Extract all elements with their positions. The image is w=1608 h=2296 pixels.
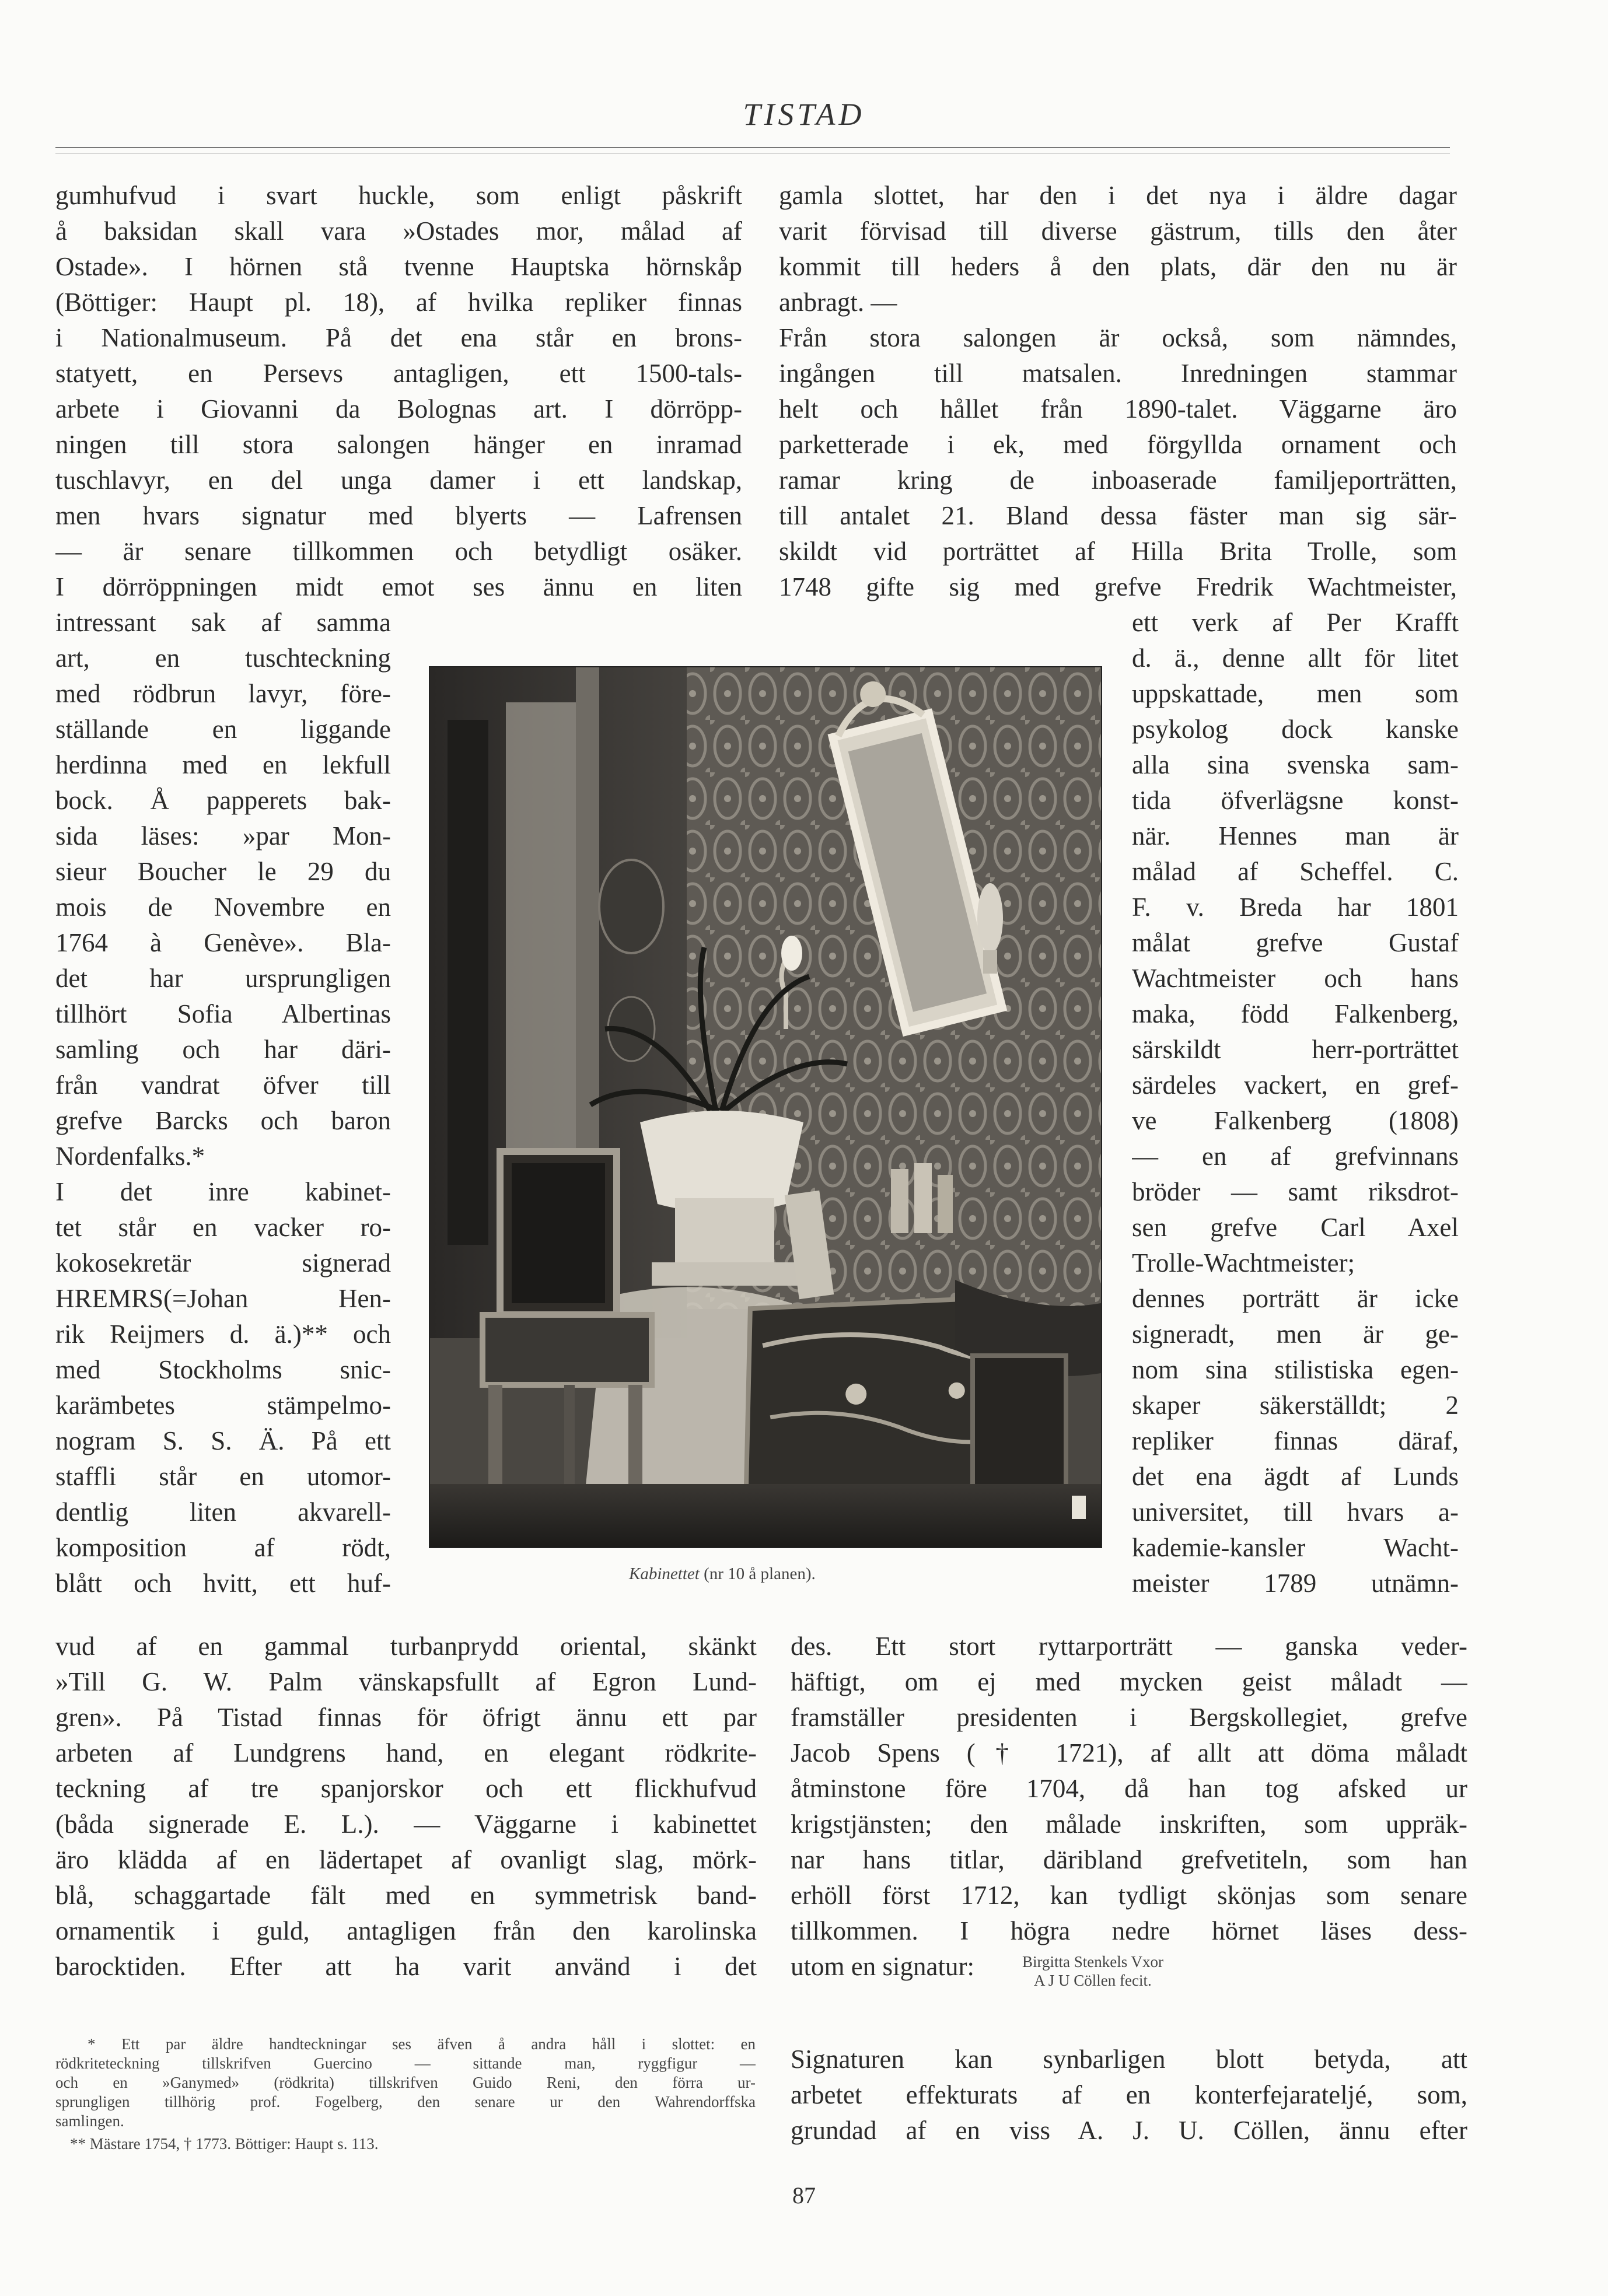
- footnote-line: sprungligen tillhörig prof. Fogelberg, den senare ur den Wahrendorffska: [55, 2093, 756, 2110]
- text-line: gren». På Tistad finnas för öfrigt ännu ett par: [55, 1703, 757, 1732]
- text-line: (Böttiger: Haupt pl. 18), af hvilka repliker finnas: [55, 288, 742, 317]
- text-line: psykolog dock kanske: [1132, 715, 1459, 744]
- caption-reference: (nr 10 å planen).: [704, 1564, 816, 1583]
- text-line: repliker finnas däraf,: [1132, 1426, 1459, 1455]
- text-line: vud af en gammal turbanprydd oriental, skänkt: [55, 1632, 757, 1661]
- text-line: när. Hennes man är: [1132, 821, 1459, 850]
- figure-caption: [629, 1564, 816, 1584]
- text-line: arbete i Giovanni da Bolognas art. I dörröpp-: [55, 394, 742, 424]
- text-line: meister 1789 utnämn-: [1132, 1569, 1459, 1598]
- text-line: barocktiden. Efter att ha varit använd i det: [55, 1952, 757, 1981]
- text-line: ingången till matsalen. Inredningen stammar: [779, 359, 1457, 388]
- text-line: uppskattade, men som: [1132, 679, 1459, 708]
- text-line: blått och hvitt, ett huf-: [55, 1569, 391, 1598]
- text-line: kommit till heders å den plats, där den nu är: [779, 252, 1457, 281]
- text-line: parketterade i ek, med förgyllda ornament och: [779, 430, 1457, 459]
- text-line: nar hans titlar, däribland grefvetiteln, som han: [791, 1845, 1467, 1874]
- text-line: men hvars signatur med blyerts — Lafrensen: [55, 501, 742, 530]
- text-line: tet står en vacker ro-: [55, 1213, 391, 1242]
- text-line: ett verk af Per Krafft: [1132, 608, 1459, 637]
- text-line: d. ä., denne allt för litet: [1132, 643, 1459, 673]
- text-line: teckning af tre spanjorskor och ett flickhufvud: [55, 1774, 757, 1803]
- text-line: Jacob Spens († 1721), af allt att döma måladt: [791, 1738, 1467, 1768]
- text-line: (båda signerade E. L.). — Väggarne i kabinettet: [55, 1810, 757, 1839]
- text-line: universitet, till hvars a-: [1132, 1497, 1459, 1527]
- text-line: Från stora salongen är också, som nämndes,: [779, 323, 1457, 352]
- text-line: kademie-kansler Wacht-: [1132, 1533, 1459, 1562]
- text-line: 1764 à Genève». Bla-: [55, 928, 391, 957]
- text-line: tida öfverlägsne konst-: [1132, 786, 1459, 815]
- text-line: utom en signatur:: [791, 1952, 974, 1981]
- cabinet-photograph: [429, 666, 1102, 1548]
- text-line: I det inre kabinet-: [55, 1177, 391, 1206]
- text-line: helt och hållet från 1890-talet. Väggarne äro: [779, 394, 1457, 424]
- text-line: tuschlavyr, en del unga damer i ett landskap,: [55, 466, 742, 495]
- text-line: ornamentik i guld, antagligen från den karolinska: [55, 1916, 757, 1945]
- signature-line: A J U Cöllen fecit.: [1034, 1972, 1152, 1989]
- text-line: gumhufvud i svart huckle, som enligt påskrift: [55, 181, 742, 210]
- text-line: Signaturen kan synbarligen blott betyda, att: [791, 2045, 1467, 2074]
- text-line: komposition af rödt,: [55, 1533, 391, 1562]
- text-line: — en af grefvinnans: [1132, 1142, 1459, 1171]
- text-line: gamla slottet, har den i det nya i äldre dagar: [779, 181, 1457, 210]
- text-line: sen grefve Carl Axel: [1132, 1213, 1459, 1242]
- text-line: kokosekretär signerad: [55, 1248, 391, 1278]
- text-line: Trolle-Wachtmeister;: [1132, 1248, 1355, 1278]
- text-line: skaper säkerställdt; 2: [1132, 1391, 1459, 1420]
- text-line: krigstjänsten; den målade inskriften, som uppräk-: [791, 1810, 1467, 1839]
- text-line: samling och har däri-: [55, 1035, 391, 1064]
- signature-line: Birgitta Stenkels Vxor: [1022, 1953, 1163, 1971]
- text-line: Nordenfalks.*: [55, 1142, 205, 1171]
- text-line: dennes porträtt är icke: [1132, 1284, 1459, 1313]
- text-line: signeradt, men är ge-: [1132, 1320, 1459, 1349]
- text-line: statyett, en Persevs antagligen, ett 1500-tals-: [55, 359, 742, 388]
- text-line: med rödbrun lavyr, före-: [55, 679, 391, 708]
- text-line: målad af Scheffel. C.: [1132, 857, 1459, 886]
- text-line: tillhört Sofia Albertinas: [55, 999, 391, 1028]
- text-line: anbragt. —: [779, 288, 897, 317]
- text-line: mois de Novembre en: [55, 892, 391, 922]
- text-line: framställer presidenten i Bergskollegiet, grefve: [791, 1703, 1467, 1732]
- text-line: sieur Boucher le 29 du: [55, 857, 391, 886]
- text-line: nom sina stilistiska egen-: [1132, 1355, 1459, 1384]
- text-line: karämbetes stämpelmo-: [55, 1391, 391, 1420]
- footnote-line: ** Mästare 1754, † 1773. Böttiger: Haupt s. 113.: [70, 2135, 379, 2152]
- text-line: ramar kring de inboaserade familjeporträtten,: [779, 466, 1457, 495]
- text-line: med Stockholms snic-: [55, 1355, 391, 1384]
- text-line: varit förvisad till diverse gästrum, tills den åter: [779, 216, 1457, 246]
- text-line: det har ursprungligen: [55, 964, 391, 993]
- text-line: ve Falkenberg (1808): [1132, 1106, 1459, 1135]
- text-line: ningen till stora salongen hänger en inramad: [55, 430, 742, 459]
- text-line: maka, född Falkenberg,: [1132, 999, 1459, 1028]
- text-line: skildt vid porträttet af Hilla Brita Trolle, som: [779, 537, 1457, 566]
- text-line: det ena ägdt af Lunds: [1132, 1462, 1459, 1491]
- text-line: rik Reijmers d. ä.)** och: [55, 1320, 391, 1349]
- cabinet-room-illustration: [430, 667, 1101, 1547]
- text-line: F. v. Breda har 1801: [1132, 892, 1459, 922]
- text-line: herdinna med en lekfull: [55, 750, 391, 779]
- page-number: 87: [792, 2182, 816, 2208]
- text-line: bröder — samt riksdrot-: [1132, 1177, 1459, 1206]
- text-line: från vandrat öfver till: [55, 1070, 391, 1100]
- footnote-line: samlingen.: [55, 2112, 124, 2130]
- text-line: 1748 gifte sig med grefve Fredrik Wachtmeister,: [779, 572, 1457, 601]
- text-line: till antalet 21. Bland dessa fäster man sig sär-: [779, 501, 1457, 530]
- text-line: »Till G. W. Palm vänskapsfullt af Egron Lund-: [55, 1667, 757, 1696]
- text-line: häftigt, om ej med mycken geist måladt —: [791, 1667, 1467, 1696]
- text-line: staffli står en utomor-: [55, 1462, 391, 1491]
- footnote-line: rödkriteteckning tillskrifven Guercino — sittande man, ryggfigur —: [55, 2054, 756, 2072]
- footnote-line: * Ett par äldre handteckningar ses äfven å andra håll i slottet: en: [88, 2035, 756, 2053]
- text-line: blå, schaggartade fält med en symmetrisk band-: [55, 1881, 757, 1910]
- text-line: des. Ett stort ryttarporträtt — ganska veder-: [791, 1632, 1467, 1661]
- running-header: TISTAD: [743, 97, 865, 132]
- footnote-line: och en »Ganymed» (rödkrita) tillskrifven Guido Reni, den förra ur-: [55, 2074, 756, 2091]
- text-line: grundad af en viss A. J. U. Cöllen, ännu efter: [791, 2116, 1467, 2145]
- text-line: åtminstone före 1704, då han tog afsked ur: [791, 1774, 1467, 1803]
- header-rule: [55, 147, 1450, 148]
- caption-title: Kabinettet: [629, 1564, 700, 1583]
- text-line: art, en tuschteckning: [55, 643, 391, 673]
- text-line: — är senare tillkommen och betydligt osäker.: [55, 537, 742, 566]
- text-line: I dörröppningen midt emot ses ännu en liten: [55, 572, 742, 601]
- text-line: tillkommen. I högra nedre hörnet läses dess-: [791, 1916, 1467, 1945]
- text-line: arbeten af Lundgrens hand, en elegant rödkrite-: [55, 1738, 757, 1768]
- text-line: grefve Barcks och baron: [55, 1106, 391, 1135]
- text-line: ställande en liggande: [55, 715, 391, 744]
- text-line: sida läses: »par Mon-: [55, 821, 391, 850]
- text-line: bock. Å papperets bak-: [55, 786, 391, 815]
- text-line: målat grefve Gustaf: [1132, 928, 1459, 957]
- text-line: arbetet effekturats af en konterfejarateljé, som,: [791, 2080, 1467, 2109]
- text-line: Ostade». I hörnen stå tvenne Hauptska hörnskåp: [55, 252, 742, 281]
- text-line: nogram S. S. Ä. På ett: [55, 1426, 391, 1455]
- text-line: alla sina svenska sam-: [1132, 750, 1459, 779]
- text-line: å baksidan skall vara »Ostades mor, målad af: [55, 216, 742, 246]
- text-line: i Nationalmuseum. På det ena står en brons-: [55, 323, 742, 352]
- text-line: intressant sak af samma: [55, 608, 391, 637]
- text-line: särdeles vackert, en gref-: [1132, 1070, 1459, 1100]
- text-line: Wachtmeister och hans: [1132, 964, 1459, 993]
- text-line: HREMRS(=Johan Hen-: [55, 1284, 391, 1313]
- text-line: äro klädda af en lädertapet af ovanligt slag, mörk-: [55, 1845, 757, 1874]
- text-line: erhöll först 1712, kan tydligt skönjas som senare: [791, 1881, 1467, 1910]
- text-line: särskildt herr-porträttet: [1132, 1035, 1459, 1064]
- text-line: dentlig liten akvarell-: [55, 1497, 391, 1527]
